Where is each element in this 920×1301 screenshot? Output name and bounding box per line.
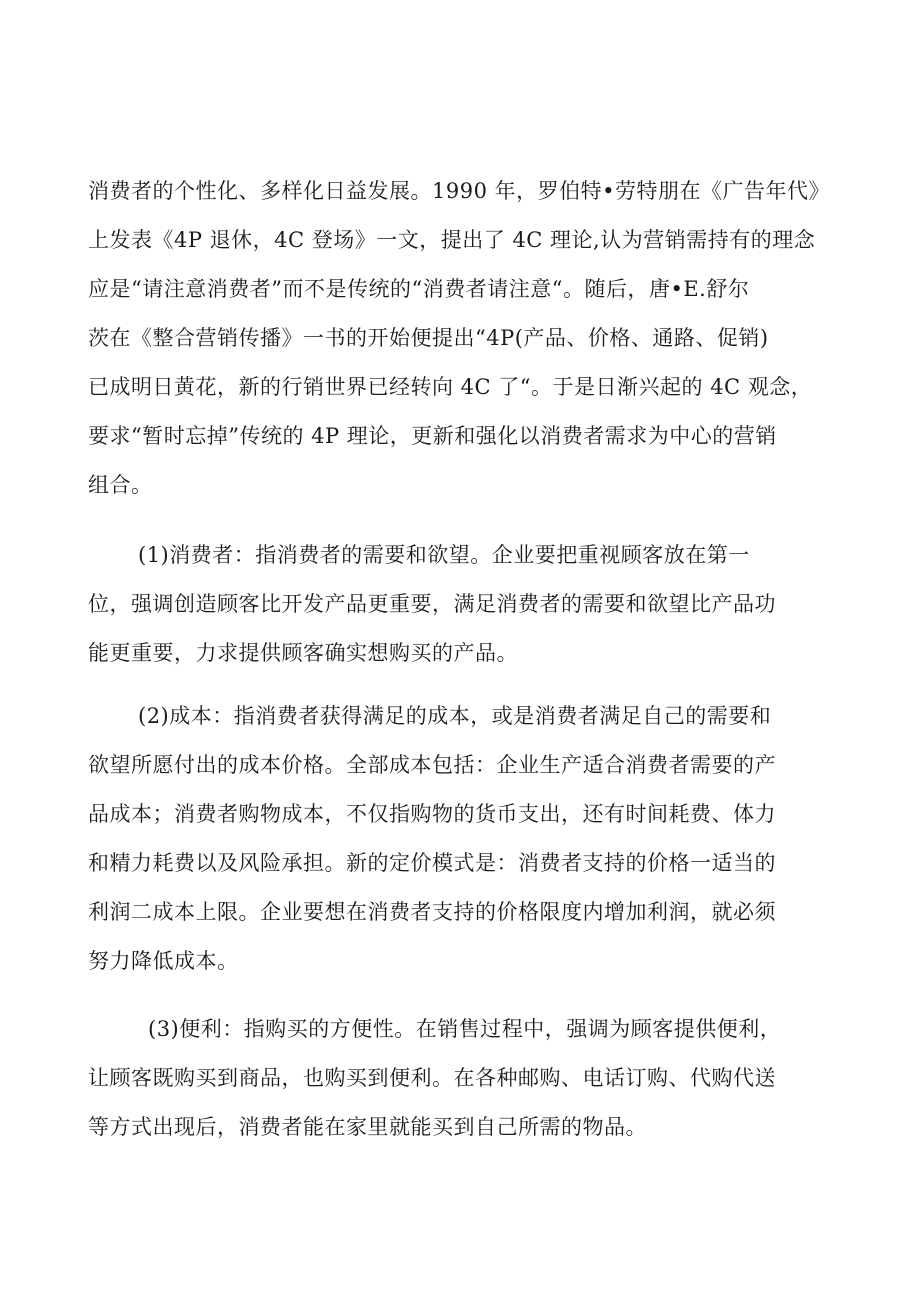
intro-line-2: 上发表《4P 退休，4C 登场》一文，提出了 4C 理论,认为营销需持有的理念 bbox=[88, 228, 816, 252]
consumer-line-1: (1)消费者：指消费者的需要和欲望。企业要把重视顾客放在第一 bbox=[138, 543, 750, 567]
cost-line-2: 欲望所愿付出的成本价格。全部成本包括：企业生产适合消费者需要的产 bbox=[88, 753, 776, 777]
convenience-line-2: 让顾客既购买到商品，也购买到便利。在各种邮购、电话订购、代购代送 bbox=[88, 1066, 776, 1090]
intro-line-3: 应是“请注意消费者”而不是传统的“消费者请注意“。随后，唐•E.舒尔 bbox=[88, 277, 750, 301]
cost-line-3: 品成本；消费者购物成本，不仅指购物的货币支出，还有时间耗费、体力 bbox=[88, 802, 776, 826]
intro-line-7: 组合。 bbox=[88, 473, 153, 497]
cost-line-4: 和精力耗费以及风险承担。新的定价模式是：消费者支持的价格一适当的 bbox=[88, 851, 776, 875]
intro-line-6: 要求“暂时忘掉”传统的 4P 理论，更新和强化以消费者需求为中心的营销 bbox=[88, 424, 777, 448]
consumer-line-2: 位，强调创造顾客比开发产品更重要，满足消费者的需要和欲望比产品功 bbox=[88, 592, 776, 616]
cost-line-1: (2)成本：指消费者获得满足的成本，或是消费者满足自己的需要和 bbox=[138, 704, 772, 728]
convenience-line-1: (3)便利：指购买的方便性。在销售过程中，强调为顾客提供便利， bbox=[148, 1017, 782, 1041]
cost-line-5: 利润二成本上限。企业要想在消费者支持的价格限度内增加利润，就必须 bbox=[88, 900, 776, 924]
intro-line-1: 消费者的个性化、多样化日益发展。1990 年，罗伯特•劳特朋在《广告年代》 bbox=[88, 179, 831, 203]
intro-line-4: 茨在《整合营销传播》一书的开始便提出“4P(产品、价格、通路、促销) bbox=[88, 326, 769, 350]
intro-line-5: 已成明日黄花，新的行销世界已经转向 4C 了“。于是日渐兴起的 4C 观念， bbox=[88, 375, 813, 399]
convenience-line-3: 等方式出现后，消费者能在家里就能买到自己所需的物品。 bbox=[88, 1115, 647, 1139]
consumer-line-3: 能更重要，力求提供顾客确实想购买的产品。 bbox=[88, 641, 518, 665]
cost-line-6: 努力降低成本。 bbox=[88, 949, 239, 973]
